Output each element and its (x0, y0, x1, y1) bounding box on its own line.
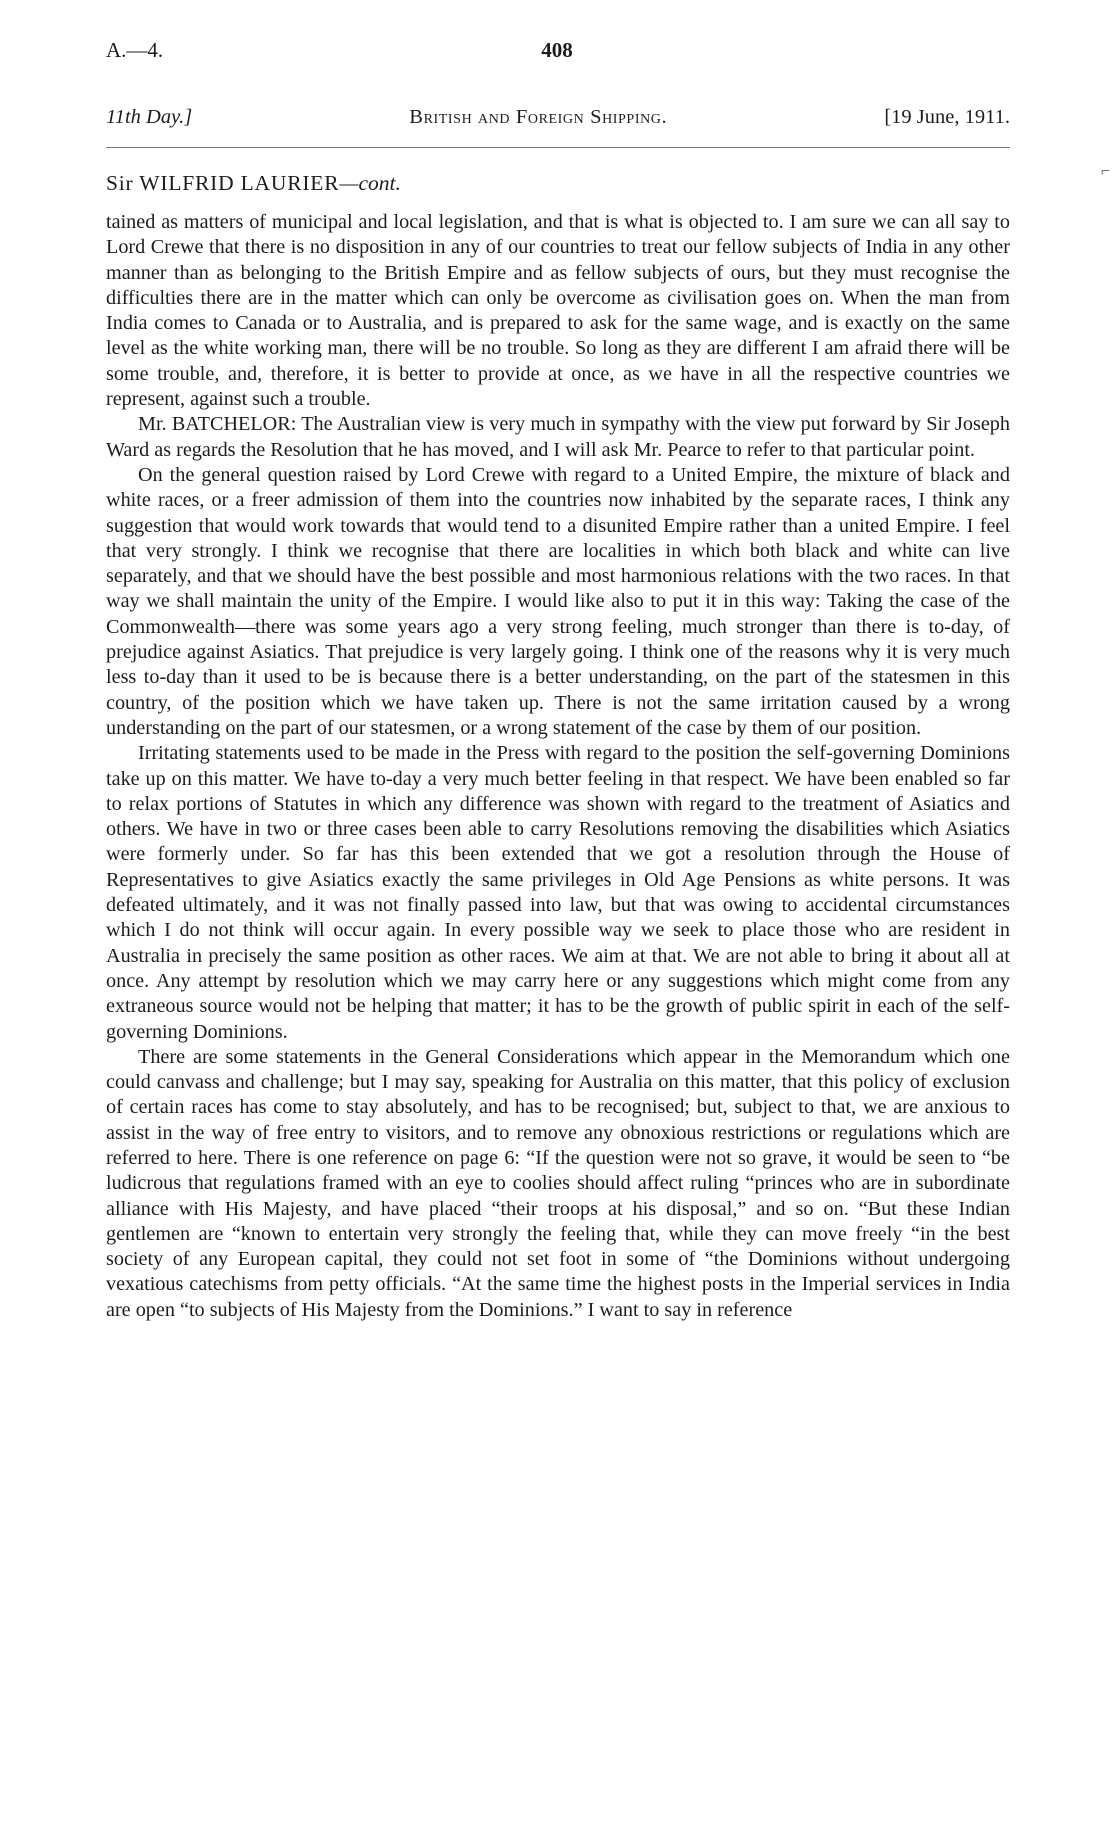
continued-label: —cont. (339, 171, 401, 195)
paper-reference: A.—4. (106, 38, 164, 62)
paragraph-batchelor: Mr. BATCHELOR: The Australian view is very much in sympathy with the view put forward by Sir Joseph Ward as regards the Resolution that he has moved, and I will ask Mr. Pearce to refer to that particular point. (106, 413, 1010, 461)
paragraph-irritating-statements: Irritating statements used to be made in the Press with regard to the position the self-governing Dominions take up on this matter. We have to-day a very much better feeling in that respect. We have been enabled so far to relax portions of Statutes in which any difference was shown with regard to the treatment of Asiatics and others. We have in two or three cases been able to carry Resolutions removing the disabilities which Asiatics were formerly under. So far has this been extended that we got a resolution through the House of Representatives to give Asiatics exactly the same privileges in Old Age Pensions as white persons. It was defeated ultimately, and it was not finally passed into law, but that was owing to accidental circumstances which I do not think will occur again. In every possible way we seek to place those who are resident in Australia in precisely the same position as other races. We aim at that. We are not able to bring it about all at once. Any attempt by resolution which we may carry here or any suggestions which might come from any extraneous source would not be helping that matter; it has to be the growth of public spirit in each of the self-governing Dominions. (106, 742, 1010, 1043)
body-text (106, 210, 1010, 1323)
running-head-date: [19 June, 1911. (884, 106, 1010, 128)
paragraph-united-empire: On the general question raised by Lord Crewe with regard to a United Empire, the mixture of black and white races, or a freer admission of them into the countries now inhabited by the separate races, I think any suggestion that would work towards that would tend to a disunited Empire rather than a united Empire. I feel that very strongly. I think we recognise that there are localities in which both black and white can live separately, and that we should have the best possible and most harmonious relations with the two races. In that way we shall maintain the unity of the Empire. I would like also to put it in this way: Taking the case of the Commonwealth—there was some years ago a very strong feeling, much stronger than there is to-day, of prejudice against Asiatics. That prejudice is very largely going. I think one of the reasons why it is very much less to-day than it used to be is because there is a better understanding, on the part of the statesmen in this country, of the position which we have taken up. There is not the same irritation caused by a wrong understanding on the part of our statesmen, or a wrong statement of the case by them of our position. (106, 463, 1010, 739)
header-rule (106, 147, 1010, 148)
running-head-title: British and Foreign Shipping. (409, 106, 668, 128)
page-number: 408 (541, 38, 573, 62)
paragraph-general-considerations: There are some statements in the General Considerations which appear in the Memorandum which one could canvass and challenge; but I may say, speaking for Australia on this matter, that this policy of exclusion of certain races has come to stay absolutely, and has to be recognised; but, subject to that, we are anxious to assist in the way of free entry to visitors, and to remove any obnoxious restrictions or regulations which are referred to here. There is one reference on page 6: “If the question were not so grave, it would be seen to “be ludicrous that regulations framed with an eye to coolies should affect ruling “princes who are in subordinate alliance with His Majesty, and have placed “their troops at his disposal,” and so on. “But these Indian gentlemen are “known to entertain very strongly the feeling that, while they can move freely “in the best society of any European capital, they could not set foot in some of “the Dominions without undergoing vexatious catechisms from petty officials. “At the same time the highest posts in the Imperial services in India are open “to subjects of His Majesty from the Dominions.” I want to say in reference (106, 1045, 1010, 1321)
running-head (106, 106, 1010, 136)
running-head-day: 11th Day.] (106, 106, 193, 128)
margin-mark: ⌐ (1100, 163, 1110, 180)
speaker-continued-heading (106, 171, 401, 196)
speaker-name: Sir WILFRID LAURIER (106, 171, 340, 195)
paragraph-laurier: tained as matters of municipal and local legislation, and that is what is objected to. I am sure we can all say to Lord Crewe that there is no disposition in any of our countries to treat our fellow subjects of India in any other manner than as belonging to the British Empire and as fellow subjects of ours, but they must recognise the difficulties there are in the matter which can only be overcome as civilisation goes on. When the man from India comes to Canada or to Australia, and is prepared to ask for the same wage, and is exactly on the same level as the white working man, there will be no trouble. So long as they are different I am afraid there will be some trouble, and, therefore, it is better to provide at once, as we have in all the respective countries we represent, against such a trouble. (106, 211, 1010, 411)
